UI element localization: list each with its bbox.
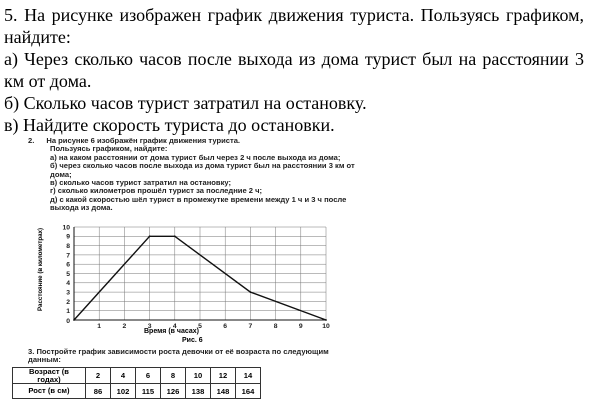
growth-table [12, 367, 261, 399]
task-question-c: в) Найдите скорость туриста до остановки. [4, 115, 335, 135]
data-point [149, 235, 151, 237]
chart-svg [36, 221, 352, 343]
x-tick-label: 9 [298, 323, 303, 330]
task-3-text: Постройте график зависимости роста девочки от её возраста по следующим данным: [28, 347, 329, 365]
scan-item-v: в) сколько часов турист затратил на остановку; [50, 178, 232, 188]
height-cell: 115 [136, 384, 161, 399]
y-tick-label: 3 [66, 289, 70, 297]
chart-ticks [62, 224, 330, 330]
y-tick-label: 6 [66, 261, 70, 269]
x-tick-label: 7 [248, 323, 253, 330]
x-tick-label: 5 [198, 323, 202, 330]
y-axis-label: Расстояние (в километрах) [37, 227, 44, 311]
height-cell: 126 [161, 384, 186, 399]
age-cell: 12 [211, 368, 236, 384]
x-tick-label: 8 [273, 323, 278, 330]
y-tick-label: 9 [66, 233, 70, 241]
x-tick-label: 3 [147, 323, 152, 330]
scanned-textbook-excerpt [28, 137, 358, 213]
height-cell: 148 [211, 384, 236, 399]
data-point [174, 235, 176, 237]
x-tick-label: 2 [122, 323, 127, 330]
height-cell: 164 [236, 384, 261, 399]
scan-item-a: а) на каком расстоянии от дома турист был через 2 ч после выхода из дома; [50, 152, 341, 162]
y-tick-label: 4 [66, 280, 70, 288]
table-row-height [13, 384, 261, 399]
age-cell: 8 [161, 368, 186, 384]
y-tick-label: 2 [66, 298, 70, 306]
data-point [250, 291, 252, 293]
age-cell: 6 [136, 368, 161, 384]
scan-item-b: б) через сколько часов после выхода из дома турист был на расстоянии 3 км от дома; [50, 161, 355, 179]
task-intro: 5. На рисунке изображен график движения туриста. Пользуясь графиком, найдите: [4, 5, 584, 47]
age-cell: 10 [186, 368, 211, 384]
table-row-age [13, 368, 261, 384]
scan-intro-1: На рисунке 6 изображён график движения туриста. [46, 136, 241, 145]
y-tick-label: 5 [66, 270, 70, 278]
x-tick-label: 6 [223, 323, 228, 330]
x-tick-label: 10 [322, 323, 330, 330]
table-header-age: Возраст (в годах) [13, 368, 86, 384]
y-tick-label: 1 [66, 308, 70, 316]
y-tick-label: 10 [62, 224, 70, 232]
distance-time-chart [36, 221, 352, 343]
scan-intro-2: Пользуясь графиком, найдите: [50, 144, 168, 154]
data-point [325, 319, 327, 321]
x-tick-label: 4 [172, 323, 177, 330]
task-question-a: а) Через сколько часов после выхода из дома турист был на расстоянии 3 км от дома. [4, 49, 584, 91]
age-cell: 14 [236, 368, 261, 384]
figure-caption: Рис. 6 [182, 337, 203, 343]
origin-label: 0 [66, 318, 70, 325]
scan-item-g: г) сколько километров прошёл турист за последние 2 ч; [50, 186, 263, 196]
scan-task-number: 2. [28, 136, 35, 145]
height-cell: 138 [186, 384, 211, 399]
x-axis-label: Время (в часах) [144, 328, 199, 335]
height-cell: 102 [111, 384, 136, 399]
y-tick-label: 7 [66, 252, 70, 260]
y-tick-label: 8 [66, 243, 70, 250]
data-point [73, 319, 75, 321]
task-text [4, 4, 584, 136]
age-cell: 4 [111, 368, 136, 384]
age-cell: 2 [86, 368, 111, 384]
height-cell: 86 [86, 384, 111, 399]
task-3-number: 3. [28, 347, 35, 356]
table-header-height: Рост (в см) [13, 384, 86, 399]
task-3 [28, 348, 358, 365]
scan-item-d: д) с какой скоростью шёл турист в промежутке времени между 1 ч и 3 ч после выхода из дома. [50, 194, 347, 213]
x-tick-label: 1 [97, 323, 102, 330]
task-question-b: б) Сколько часов турист затратил на остановку. [4, 93, 367, 113]
